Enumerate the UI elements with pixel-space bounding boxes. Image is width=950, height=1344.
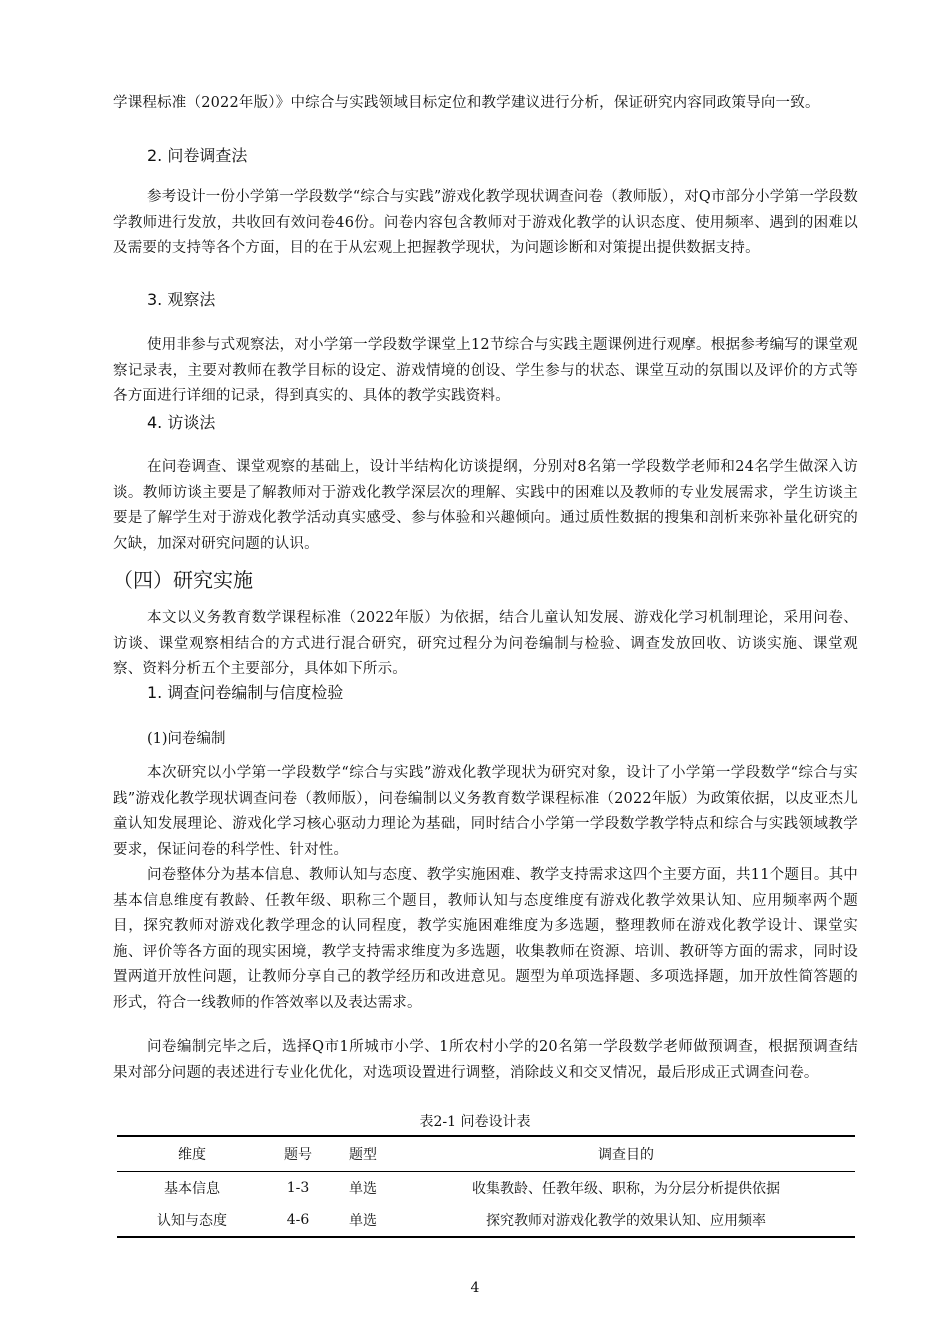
- table-header-item-number: 题号: [267, 1136, 329, 1172]
- heading-questionnaire-compilation: 1. 调查问卷编制与信度检验: [147, 683, 344, 702]
- table-header-dimension: 维度: [117, 1136, 267, 1172]
- table-cell: 认知与态度: [117, 1204, 267, 1237]
- paragraph-observation-method: 使用非参与式观察法，对小学第一学段数学课堂上12节综合与实践主题课例进行观摩。根据参考编写的课堂观察记录表，主要对教师在教学目标的设定、游戏情境的创设、学生参与的状态、课堂互动的氛围以及评价的方式等各方面进行详细的记录，得到真实的、具体的教学实践资料。: [113, 337, 858, 405]
- table-cell: 单选: [349, 1181, 377, 1197]
- paragraph-compilation-1: 本次研究以小学第一学段数学“综合与实践”游戏化教学现状为研究对象，设计了小学第一学段数学“综合与实践”游戏化教学现状调查问卷（教师版），问卷编制以义务教育数学课程标准（2022年版）为政策依据，以皮亚杰儿童认知发展理论、游戏化学习核心驱动力理论为基础，同时结合小学第一学段数学教学特点和综合与实践领域教学要求，保证问卷的科学性、针对性。: [113, 765, 858, 858]
- paragraph-research-implementation: 本文以义务教育数学课程标准（2022年版）为依据，结合儿童认知发展、游戏化学习机制理论，采用问卷、访谈、课堂观察相结合的方式进行混合研究，研究过程分为问卷编制与检验、调查发放回收、访谈实施、课堂观察、资料分析五个主要部分，具体如下所示。: [113, 610, 858, 678]
- table-cell: 收集教龄、任教年级、职称，为分层分析提供依据: [472, 1181, 780, 1197]
- subheading-questionnaire-compilation: (1)问卷编制: [147, 731, 226, 747]
- heading-research-implementation: （四）研究实施: [113, 568, 253, 592]
- table-cell: 单选: [329, 1204, 397, 1237]
- paragraph-policy-analysis: 学课程标准（2022年版）》中综合与实践领域目标定位和教学建议进行分析，保证研究内容同政策导向一致。: [113, 95, 820, 111]
- paragraph-questionnaire-method: 参考设计一份小学第一学段数学“综合与实践”游戏化教学现状调查问卷（教师版），对Q市部分小学第一学段数学教师进行发放，共收回有效问卷46份。问卷内容包含教师对于游戏化教学的认识态度、使用频率、遇到的困难以及需要的支持等各个方面，目的在于从宏观上把握教学现状，为问题诊断和对策提出提供数据支持。: [113, 189, 858, 257]
- heading-questionnaire-method: 2. 问卷调查法: [147, 146, 248, 165]
- table-header-item-type: 题型: [329, 1136, 397, 1172]
- table-cell: 1-3: [286, 1180, 310, 1196]
- questionnaire-design-table: [117, 1135, 855, 1238]
- table-row: [117, 1172, 855, 1205]
- page-number: 4: [470, 1280, 480, 1296]
- heading-interview-method: 4. 访谈法: [147, 413, 216, 432]
- table-cell: 探究教师对游戏化教学的效果认知、应用频率: [397, 1204, 855, 1237]
- table-cell: 基本信息: [164, 1181, 220, 1197]
- heading-observation-method: 3. 观察法: [147, 290, 216, 309]
- table-row: [117, 1204, 855, 1237]
- table-header-row: [117, 1136, 855, 1172]
- table-title: 表2-1 问卷设计表: [419, 1114, 531, 1130]
- paragraph-compilation-3: 问卷编制完毕之后，选择Q市1所城市小学、1所农村小学的20名第一学段数学老师做预调查，根据预调查结果对部分问题的表述进行专业化优化，对选项设置进行调整，消除歧义和交叉情况，最后形成正式调查问卷。: [113, 1039, 858, 1081]
- paragraph-compilation-2: 问卷整体分为基本信息、教师认知与态度、教学实施困难、教学支持需求这四个主要方面，共11个题目。其中基本信息维度有教龄、任教年级、职称三个题目，教师认知与态度维度有游戏化教学效果认知、应用频率两个题目，探究教师对游戏化教学理念的认同程度，教学实施困难维度为多选题，整理教师在游戏化教学设计、课堂实施、评价等各方面的现实困境，教学支持需求维度为多选题，收集教师在资源、培训、教研等方面的需求，同时设置两道开放性问题，让教师分享自己的教学经历和改进意见。题型为单项选择题、多项选择题，加开放性简答题的形式，符合一线教师的作答效率以及表达需求。: [113, 867, 858, 1011]
- table-header-purpose: 调查目的: [397, 1136, 855, 1172]
- table-cell: 4-6: [267, 1204, 329, 1237]
- paragraph-interview-method: 在问卷调查、课堂观察的基础上，设计半结构化访谈提纲，分别对8名第一学段数学老师和24名学生做深入访谈。教师访谈主要是了解教师对于游戏化教学深层次的理解、实践中的困难以及教师的专业发展需求，学生访谈主要是了解学生对于游戏化教学活动真实感受、参与体验和兴趣倾向。通过质性数据的搜集和剖析来弥补量化研究的欠缺，加深对研究问题的认识。: [113, 459, 858, 552]
